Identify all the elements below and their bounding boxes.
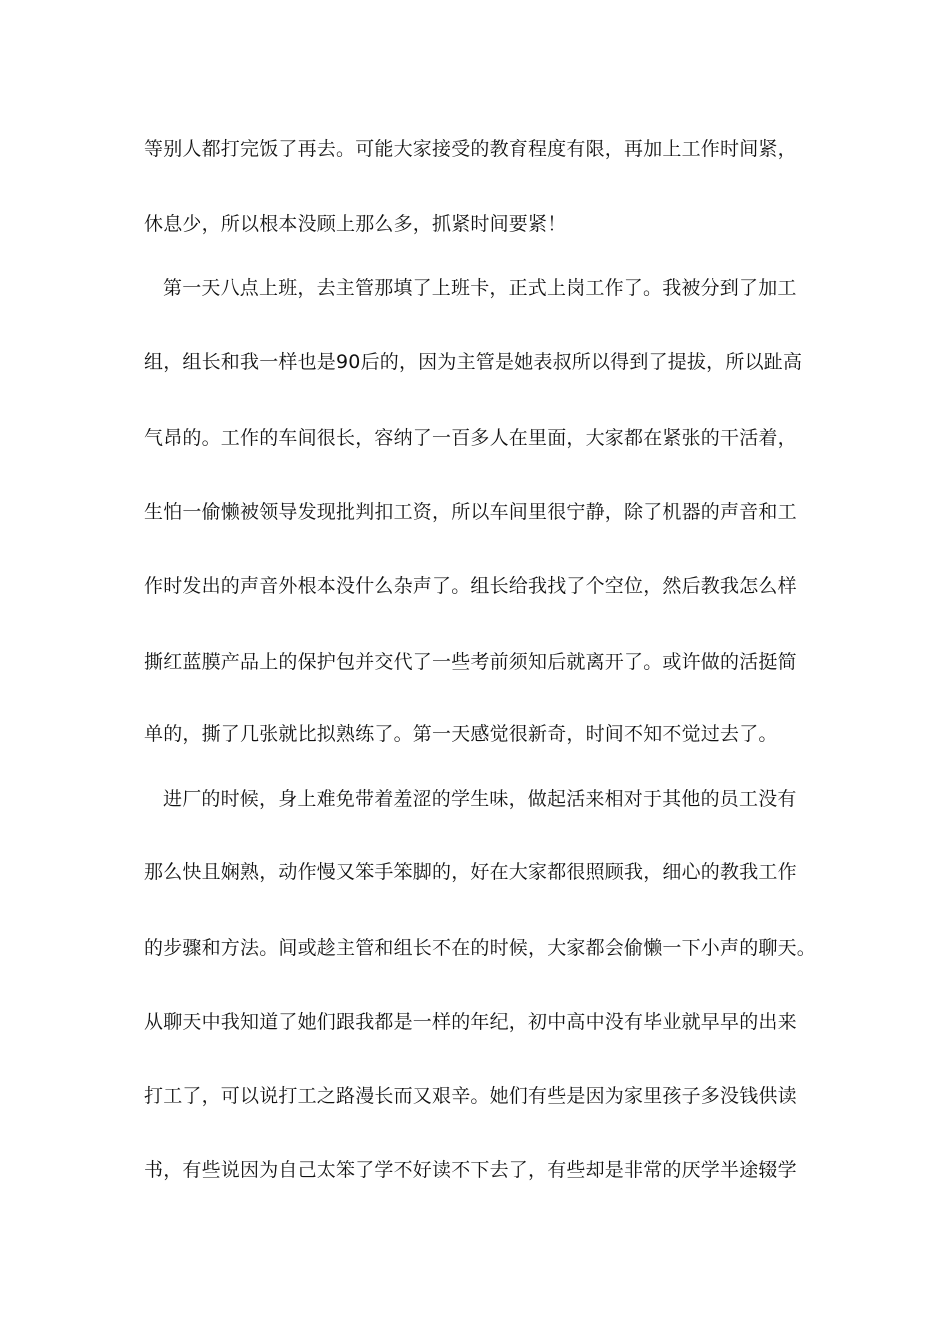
text-line: 等别人都打完饭了再去。可能大家接受的教育程度有限，再加上工作时间紧，: [144, 138, 797, 160]
text-line: 生怕一偷懒被领导发现批判扣工资，所以车间里很宁静，除了机器的声音和工: [144, 501, 797, 523]
text-line: 单的，撕了几张就比拟熟练了。第一天感觉很新奇，时间不知不觉过去了。: [144, 723, 778, 745]
text-line: 作时发出的声音外根本没什么杂声了。组长给我找了个空位，然后教我怎么样: [144, 575, 797, 597]
paragraph-start-line: 第一天八点上班，去主管那填了上班卡，正式上岗工作了。我被分到了加工: [163, 277, 797, 299]
text-line: 气昂的。工作的车间很长，容纳了一百多人在里面，大家都在紧张的干活着，: [144, 427, 797, 449]
text-line: 从聊天中我知道了她们跟我都是一样的年纪，初中高中没有毕业就早早的出来: [144, 1011, 797, 1033]
text-line: 书，有些说因为自己太笨了学不好读不下去了，有些却是非常的厌学半途辍学: [144, 1159, 797, 1181]
text-line: 组，组长和我一样也是90后的，因为主管是她表叔所以得到了提拔，所以趾高: [144, 351, 803, 373]
text-line: 那么快且娴熟，动作慢又笨手笨脚的，好在大家都很照顾我，细心的教我工作: [144, 861, 797, 883]
text-line: 休息少，所以根本没顾上那么多，抓紧时间要紧！: [144, 213, 567, 235]
text-line: 打工了，可以说打工之路漫长而又艰辛。她们有些是因为家里孩子多没钱供读: [144, 1085, 797, 1107]
text-line: 的步骤和方法。间或趁主管和组长不在的时候，大家都会偷懒一下小声的聊天。: [144, 937, 817, 959]
paragraph-start-line: 进厂的时候，身上难免带着羞涩的学生味，做起活来相对于其他的员工没有: [163, 788, 797, 810]
text-line: 撕红蓝膜产品上的保护包并交代了一些考前须知后就离开了。或许做的活挺简: [144, 651, 797, 673]
